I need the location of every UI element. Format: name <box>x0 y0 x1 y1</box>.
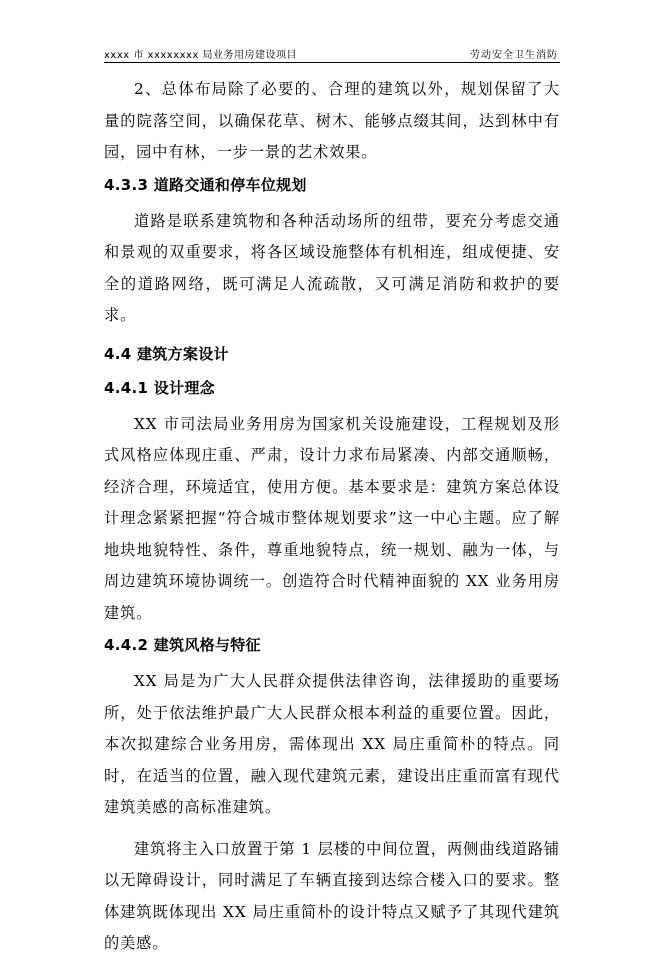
paragraph-main-entrance: 建筑将主入口放置于第 1 层楼的中间位置，两侧曲线道路铺以无障碍设计，同时满足了车辆直接到达综合楼入口的要求。整体建筑既体现出 XX 局庄重简朴的设计特点又赋予了其现代建筑的美感。 <box>104 839 560 952</box>
page-header <box>104 40 560 63</box>
heading-4-3-3: 4.3.3 道路交通和停车位规划 <box>104 175 307 194</box>
paragraph-style-features: XX 局是为广大人民群众提供法律咨询，法律援助的重要场所，处于依法维护最广大人民群众根本利益的重要位置。因此，本次拟建综合业务用房，需体现出 XX 局庄重简朴的特点。同时，在适当的位置，融入现代建筑元素，建设出庄重而富有现代建筑美感的高标准建筑。 <box>104 672 560 816</box>
paragraph-layout-courtyard: 2、总体布局除了必要的、合理的建筑以外，规划保留了大量的院落空间，以确保花草、树木、能够点缀其间，达到林中有园，园中有林，一步一景的艺术效果。 <box>104 80 560 161</box>
heading-4-4-1: 4.4.1 设计理念 <box>104 378 215 397</box>
header-project-title: xxxx 市 xxxxxxxx 局业务用房建设项目 <box>104 50 298 61</box>
heading-4-4: 4.4 建筑方案设计 <box>104 344 229 363</box>
paragraph-design-concept: XX 市司法局业务用房为国家机关设施建设，工程规划及形式风格应体现庄重、严肃，设计力求布局紧凑、内部交通顺畅，经济合理，环境适宜，使用方便。基本要求是：建筑方案总体设计理念紧紧把握“符合城市整体规划要求”这一中心主题。应了解地块地貌特性、条件，尊重地貌特点，统一规划、融为一体，与周边建筑环境协调统一。创造符合时代精神面貌的 XX 业务用房建筑。 <box>104 414 560 622</box>
heading-4-4-2: 4.4.2 建筑风格与特征 <box>104 636 261 654</box>
paragraph-road-traffic: 道路是联系建筑物和各种活动场所的纽带，要充分考虑交通和景观的双重要求，将各区域设施整体有机相连，组成便捷、安全的道路网络，既可满足人流疏散，又可满足消防和救护的要求。 <box>104 211 560 324</box>
document-body <box>104 74 560 960</box>
header-section-title: 劳动安全卫生消防 <box>470 50 558 61</box>
